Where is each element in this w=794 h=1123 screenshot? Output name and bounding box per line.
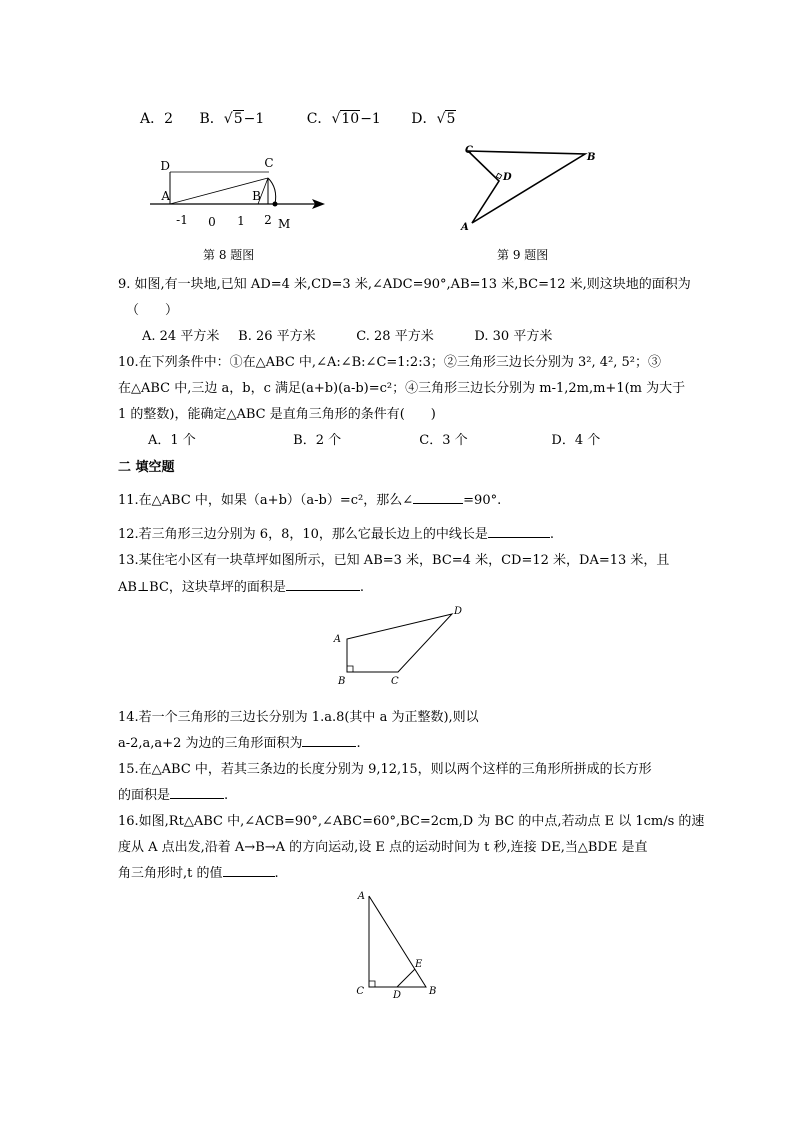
q16-answer-blank[interactable] [223, 863, 275, 877]
q15-answer-blank[interactable] [170, 785, 224, 799]
q9-option-c: C. 28 平方米 [356, 329, 434, 344]
q8-option-c: C．√10−1 [306, 111, 381, 127]
fig13-label-b: B [338, 676, 346, 687]
q9-option-a: A. 24 平方米 [142, 329, 220, 344]
fig16-label-d: D [392, 990, 402, 1000]
radical-icon: √ [331, 111, 341, 127]
fig9-label-a: A [461, 222, 469, 233]
q10-option-c: C．3 个 [419, 433, 468, 448]
q9-option-b: B. 26 平方米 [238, 329, 316, 344]
figure-9-quadrilateral [455, 138, 605, 238]
q9-text-line1: 9. 如图,有一块地,已知 AD=4 米,CD=3 米,∠ADC=90°,AB=13 米,BC=12 米,则这块地的面积为 [118, 277, 691, 292]
fig8-label-m: M [278, 217, 291, 231]
q12-text: 12.若三角形三边分别为 6，8，10，那么它最长边上的中线长是 . [118, 523, 554, 542]
fig8-tick-1: 1 [237, 214, 245, 228]
q14-answer-blank[interactable] [302, 733, 356, 747]
fig8-label-b: B [252, 189, 261, 203]
q15-text-line2: 的面积是 . [118, 784, 228, 803]
q8-option-b: B．√5−1 [199, 111, 265, 127]
q9-options [142, 325, 552, 344]
q8-option-d: D．√5 [411, 111, 456, 127]
figure-13-lawn [325, 600, 475, 690]
q15-text-line1: 15.在△ABC 中，若其三条边的长度分别为 9,12,15，则以两个这样的三角形所拼成的长方形 [118, 762, 652, 777]
fig9-label-b: B [587, 152, 596, 163]
fig16-label-a: A [357, 891, 365, 902]
q16-text-line2: 度从 A 点出发,沿着 A→B→A 的方向运动,设 E 点的运动时间为 t 秒,连接 DE,当△BDE 是直 [118, 840, 648, 855]
q9-text-line2: （ ） [126, 303, 179, 318]
q10-options [148, 429, 600, 448]
fig8-caption: 第 8 题图 [203, 248, 255, 262]
q10-option-b: B．2 个 [293, 433, 342, 448]
q10-option-d: D．4 个 [551, 433, 601, 448]
figure-8-number-line [140, 150, 335, 235]
radical-icon: √ [436, 111, 446, 127]
q9-option-d: D. 30 平方米 [474, 329, 553, 344]
fig16-label-c: C [356, 986, 364, 997]
q10-text-line1: 10.在下列条件中：①在△ABC 中,∠A:∠B:∠C=1:2:3；②三角形三边长分别为 3², 4², 5²；③ [118, 355, 661, 370]
fig8-label-c: C [264, 156, 274, 170]
fig8-label-d: D [160, 159, 170, 173]
radical-icon: √ [223, 111, 233, 127]
q11-text: 11.在△ABC 中，如果（a+b）（a-b）=c²，那么∠ =90°. [118, 489, 501, 508]
section-heading-fill-in: 二 填空题 [118, 460, 175, 475]
fig16-label-e: E [415, 959, 423, 970]
q8-options [140, 108, 456, 128]
q13-text-line1: 13.某住宅小区有一块草坪如图所示，已知 AB=3 米，BC=4 米，CD=12 米，DA=13 米，且 [118, 553, 670, 568]
fig8-label-a: A [161, 189, 170, 203]
fig9-caption: 第 9 题图 [497, 248, 549, 262]
q13-answer-blank[interactable] [286, 577, 360, 591]
fig8-tick-2: 2 [264, 213, 272, 227]
q11-answer-blank[interactable] [413, 490, 463, 504]
q13-text-line2: AB⊥BC，这块草坪的面积是 . [118, 576, 364, 595]
fig16-label-b: B [429, 986, 437, 997]
fig13-label-d: D [454, 606, 463, 617]
q10-option-a: A．1 个 [148, 433, 196, 448]
q12-answer-blank[interactable] [488, 524, 550, 538]
fig8-tick-neg1: -1 [176, 213, 188, 227]
fig9-label-c: C [465, 145, 473, 156]
q14-text-line2: a-2,a,a+2 为边的三角形面积为 . [118, 732, 361, 751]
fig13-label-a: A [333, 634, 341, 645]
fig13-label-c: C [391, 676, 399, 687]
q10-text-line3: 1 的整数)，能确定△ABC 是直角三角形的条件有( ) [118, 407, 436, 422]
q16-text-line1: 16.如图,Rt△ABC 中,∠ACB=90°,∠ABC=60°,BC=2cm,D 为 BC 的中点,若动点 E 以 1cm/s 的速 [118, 814, 705, 829]
q16-text-line3: 角三角形时,t 的值 . [118, 862, 279, 881]
q10-text-line2: 在△ABC 中,三边 a，b，c 满足(a+b)(a-b)=c²；④三角形三边长分别为 m-1,2m,m+1(m 为大于 [118, 381, 686, 396]
q14-text-line1: 14.若一个三角形的三边长分别为 1.a.8(其中 a 为正整数),则以 [118, 710, 479, 725]
fig9-label-d: D [503, 172, 512, 183]
figure-16-right-triangle [355, 888, 455, 1000]
fig8-tick-0: 0 [208, 215, 216, 229]
q8-option-a: A．2 [140, 111, 174, 127]
